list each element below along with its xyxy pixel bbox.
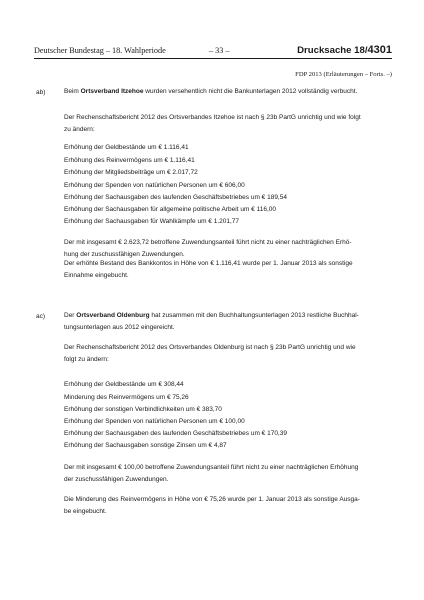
document-number-prefix: Drucksache 18/ [297,45,368,56]
section-ac-intro-line2: tungsunterlagen aus 2012 eingereicht. [64,323,175,331]
section-ac-item: Erhöhung der sonstigen Verbindlichkeiten um € 383,70 [64,406,222,413]
section-ab-intro [64,86,394,98]
section-ac-para1 [64,342,394,365]
page-header [34,44,392,58]
section-ab-item: Erhöhung der Spenden von natürlichen Personen um € 606,00 [64,182,245,189]
section-ac-item: Erhöhung der Sachausgaben sonstige Zinsen um € 4,87 [64,442,227,449]
document-number [297,44,392,56]
section-ac-para1-line1: Der Rechenschaftsbericht 2012 des Ortsverbandes Oldenburg ist nach § 23b PartG unrichtig und wie [64,344,356,351]
section-ac-para2-line2: der zuschussfähigen Zuwendungen. [64,475,169,483]
section-ac-item: Erhöhung der Geldbestände um € 308,44 [64,381,184,388]
section-ac-item: Minderung des Reinvermögens um € 75,26 [64,394,189,401]
section-ac-para3-line1: Die Minderung des Reinvermögens in Höhe von € 75,26 wurde per 1. Januar 2013 als sonstige Ausga- [64,496,360,503]
section-ac-intro-line1 [64,310,394,322]
page-number: – 33 – [209,46,230,55]
document-number-value: 4301 [367,44,392,56]
section-ab-para2-line1: Der mit insgesamt € 2.623,72 betroffene Zuwendungsanteil führt nicht zu einer nachträglichen Erhö- [64,239,352,246]
section-ac-label: ac) [36,313,46,320]
section-ac-intro-pre: Der [64,312,77,319]
section-ac-item: Erhöhung der Spenden von natürlichen Personen um € 100,00 [64,418,245,425]
section-ab-para3-line1: Der erhöhte Bestand des Bankkontos in Höhe von € 1.116,41 wurde per 1. Januar 2013 als sonstige [64,260,353,267]
section-ab-para2-line2: hung der zuschussfähigen Zuwendungen. [64,250,185,258]
section-ab-label: ab) [36,89,46,96]
section-ab-item: Erhöhung des Reinvermögens um € 1.116,41 [64,157,195,164]
section-ab-para1-line1: Der Rechenschaftsbericht 2012 des Ortsverbandes Itzehoe ist nach § 23b PartG unrichtig und wie folgt [64,114,361,121]
section-ab-para2 [64,237,394,260]
section-ab-para3-line2: Einnahme eingebucht. [64,271,129,279]
header-rule [34,58,392,59]
section-ac-para3 [64,494,394,517]
header-title: Deutscher Bundestag – 18. Wahlperiode [34,46,166,55]
section-ab-item: Erhöhung der Sachausgaben für Wahlkämpfe um € 1.201,77 [64,218,240,225]
section-ab-item: Erhöhung der Geldbestände um € 1.116,41 [64,144,189,151]
section-ac-para2-line1: Der mit insgesamt € 100,00 betroffene Zuwendungsanteil führt nicht zu einer nachträglichen Erhöhung [64,464,359,471]
section-ab-item: Erhöhung der Sachausgaben des laufenden Geschäftsbetriebes um € 189,54 [64,194,287,201]
section-ab-intro-pre: Beim [64,88,81,95]
section-ac-intro [64,310,394,333]
section-ac-para3-line2: be eingebucht. [64,507,107,515]
section-ab-para1-line2: zu ändern: [64,125,95,133]
section-ab-item: Erhöhung der Mitgliedsbeiträge um € 2.017,72 [64,169,198,176]
section-ab-para3 [64,258,394,281]
section-ab-entity: Ortsverband Itzehoe [80,88,144,95]
section-ab-para1 [64,112,394,135]
section-ab-intro-post: wurden versehentlich nicht die Bankunterlagen 2012 vollständig verbucht. [143,88,358,95]
section-ac-item: Erhöhung der Sachausgaben des laufenden Geschäftsbetriebes um € 170,39 [64,430,287,437]
section-ac-para1-line2: folgt zu ändern: [64,355,109,363]
section-ab-item: Erhöhung der Sachausgaben für allgemeine politische Arbeit um € 116,00 [64,206,276,213]
context-note: FDP 2013 (Erläuterungen – Forts. –) [295,71,392,78]
section-ac-entity: Ortsverband Oldenburg [76,312,150,319]
section-ac-intro-post: hat zusammen mit den Buchhaltungsunterlagen 2013 restliche Buchhal- [149,312,359,319]
section-ac-para2 [64,462,394,485]
